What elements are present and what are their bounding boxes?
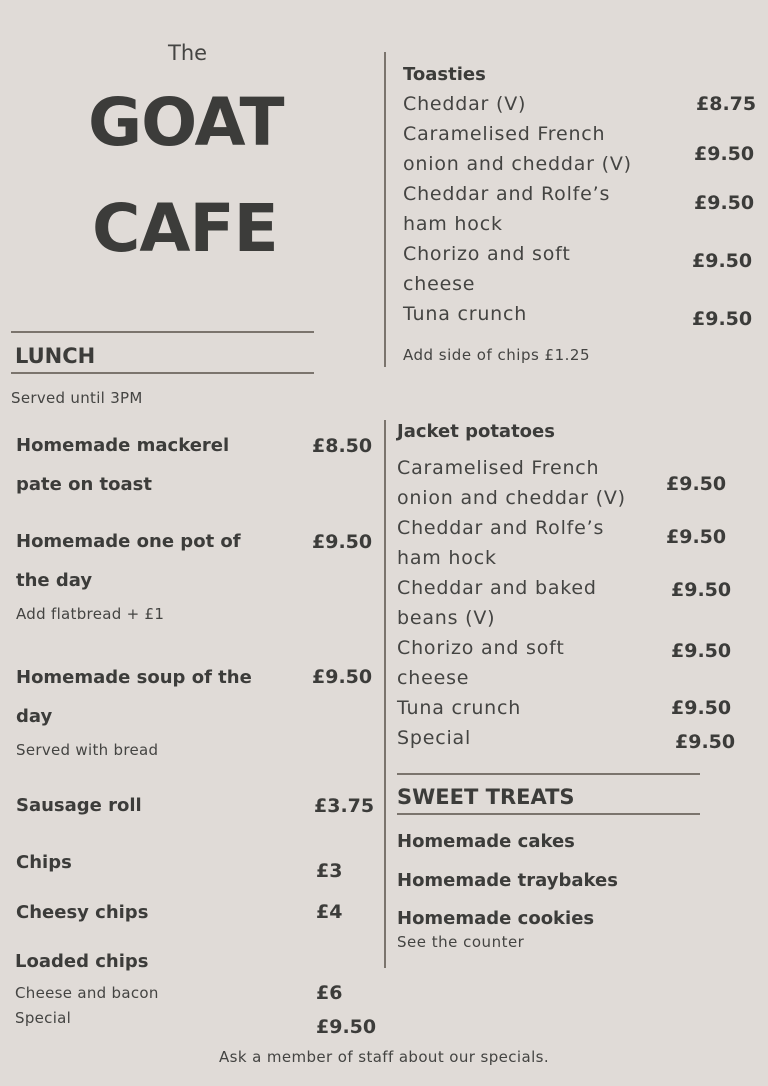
cafe-name-line1: GOAT [88, 84, 284, 161]
lunch-item-name: Sausage roll [16, 795, 142, 816]
jacket-name: Caramelised French [397, 457, 600, 479]
toasties-heading: Toasties [403, 64, 486, 85]
toastie-name: Cheddar and Rolfe’s [403, 183, 611, 205]
toastie-name: cheese [403, 273, 476, 295]
lunch-heading: LUNCH [15, 344, 96, 368]
lunch-item-name: Loaded chips [15, 951, 149, 972]
sweet-rule-top [397, 773, 700, 775]
sweet-note: See the counter [397, 933, 525, 951]
jacket-name: beans (V) [397, 607, 496, 629]
toastie-name: ham hock [403, 213, 503, 235]
lunch-item-option: Special [15, 1009, 72, 1027]
toastie-price: £9.50 [692, 308, 753, 330]
lunch-item-price: £6 [316, 982, 343, 1004]
lunch-item-note: Add flatbread + £1 [16, 605, 165, 623]
lunch-item-price: £9.50 [312, 666, 373, 688]
toastie-price: £9.50 [694, 143, 755, 165]
lunch-rule-top [11, 331, 314, 333]
sweet-item: Homemade cakes [397, 831, 575, 852]
lunch-item-name: Homemade one pot of [16, 531, 241, 552]
footer-note: Ask a member of staff about our specials. [218, 1048, 550, 1066]
jacket-price: £9.50 [671, 640, 732, 662]
lunch-rule-bottom [11, 372, 314, 374]
column-divider-top [384, 52, 386, 367]
toastie-price: £8.75 [696, 93, 757, 115]
toasties-chips-note: Add side of chips £1.25 [403, 346, 591, 364]
lunch-item-name: Cheesy chips [16, 902, 149, 923]
jacket-name: onion and cheddar (V) [397, 487, 626, 509]
lunch-item-price: £9.50 [312, 531, 373, 553]
lunch-item-option: Cheese and bacon [15, 984, 159, 1002]
toastie-name: Chorizo and soft [403, 243, 571, 265]
toastie-price: £9.50 [694, 192, 755, 214]
column-divider-bottom [384, 420, 386, 968]
sweet-rule-bottom [397, 813, 700, 815]
jacket-name: Cheddar and Rolfe’s [397, 517, 605, 539]
lunch-item-price: £8.50 [312, 435, 373, 457]
toastie-name: Cheddar (V) [403, 93, 527, 115]
lunch-item-price: £3.75 [314, 795, 375, 817]
jacket-name: cheese [397, 667, 470, 689]
lunch-item-price: £4 [316, 901, 343, 923]
lunch-item-note: Served with bread [16, 741, 159, 759]
toastie-name: Caramelised French [403, 123, 606, 145]
jacket-name: Chorizo and soft [397, 637, 565, 659]
lunch-item-name: pate on toast [16, 474, 152, 495]
sweet-heading: SWEET TREATS [397, 785, 575, 809]
lunch-served-note: Served until 3PM [11, 389, 143, 407]
cafe-name-line2: CAFE [92, 190, 278, 267]
lunch-item-name: Chips [16, 852, 72, 873]
toastie-price: £9.50 [692, 250, 753, 272]
toastie-name: onion and cheddar (V) [403, 153, 632, 175]
jacket-name: Tuna crunch [397, 697, 522, 719]
lunch-item-name: Homemade mackerel [16, 435, 230, 456]
sweet-item: Homemade traybakes [397, 870, 618, 891]
lunch-item-price: £3 [316, 860, 343, 882]
jacket-price: £9.50 [671, 579, 732, 601]
title-prefix: The [168, 41, 208, 65]
jacket-price: £9.50 [666, 473, 727, 495]
jacket-price: £9.50 [666, 526, 727, 548]
jacket-price: £9.50 [671, 697, 732, 719]
jacket-heading: Jacket potatoes [397, 421, 555, 442]
lunch-item-price: £9.50 [316, 1016, 377, 1038]
lunch-item-name: the day [16, 570, 93, 591]
sweet-item: Homemade cookies [397, 908, 595, 929]
jacket-name: Special [397, 727, 472, 749]
jacket-price: £9.50 [675, 731, 736, 753]
jacket-name: Cheddar and baked [397, 577, 597, 599]
jacket-name: ham hock [397, 547, 497, 569]
lunch-item-name: Homemade soup of the [16, 667, 252, 688]
lunch-item-name: day [16, 706, 53, 727]
toastie-name: Tuna crunch [403, 303, 528, 325]
